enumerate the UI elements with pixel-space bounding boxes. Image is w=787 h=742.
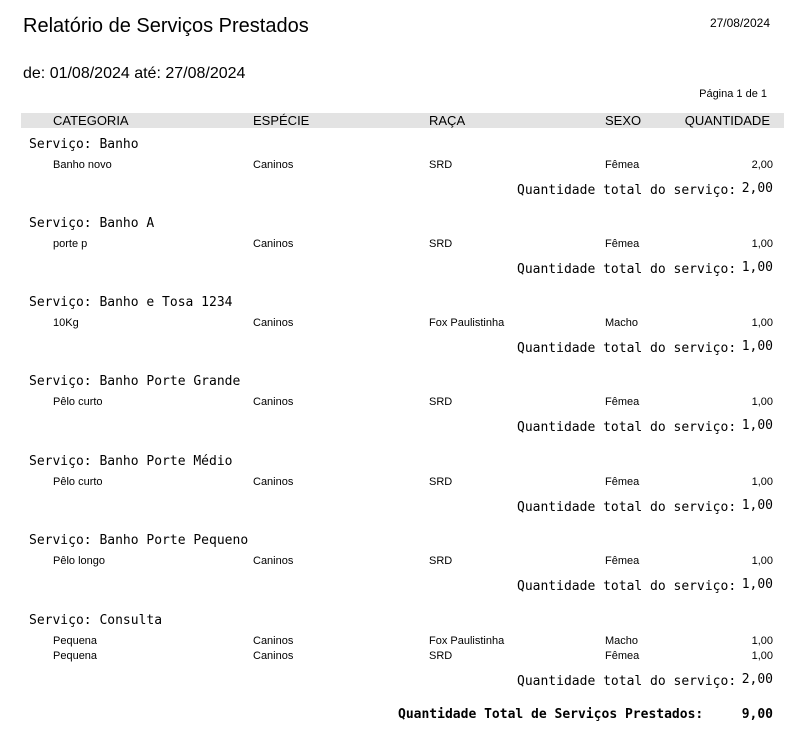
row-breed: SRD (429, 396, 453, 408)
row-sex: Fêmea (605, 650, 640, 662)
group-total-label: Quantidade total do serviço: (517, 579, 737, 594)
group-total-value: 1,00 (741, 339, 773, 354)
group-title: Serviço: Banho A (29, 216, 155, 231)
group-title: Serviço: Consulta (29, 613, 163, 628)
row-sex: Fêmea (605, 238, 640, 250)
column-header-species: ESPÉCIE (253, 113, 310, 128)
row-species: Caninos (253, 317, 294, 329)
group-total-value: 2,00 (741, 672, 773, 687)
group-title: Serviço: Banho e Tosa 1234 (29, 295, 233, 310)
column-header-bar (21, 113, 784, 128)
row-quantity: 1,00 (751, 650, 773, 662)
row-sex: Fêmea (605, 396, 640, 408)
row-breed: SRD (429, 476, 453, 488)
column-header-breed: RAÇA (429, 113, 466, 128)
row-category: Pêlo curto (53, 476, 103, 488)
group-total-label: Quantidade total do serviço: (517, 341, 737, 356)
row-category: Pequena (53, 650, 98, 662)
row-category: Banho novo (53, 159, 112, 171)
row-sex: Macho (605, 317, 639, 329)
group-total-value: 1,00 (741, 260, 773, 275)
row-quantity: 1,00 (751, 396, 773, 408)
row-species: Caninos (253, 555, 294, 567)
row-quantity: 2,00 (751, 159, 773, 171)
group-total-value: 1,00 (741, 498, 773, 513)
row-category: 10Kg (53, 317, 79, 329)
row-species: Caninos (253, 476, 294, 488)
group-total-value: 1,00 (741, 577, 773, 592)
group-total-value: 1,00 (741, 418, 773, 433)
date-range: de: 01/08/2024 até: 27/08/2024 (23, 65, 246, 82)
row-breed: SRD (429, 555, 453, 567)
row-sex: Fêmea (605, 159, 640, 171)
grand-total-label: Quantidade Total de Serviços Prestados: (398, 707, 704, 722)
row-species: Caninos (253, 650, 294, 662)
row-breed: Fox Paulistinha (429, 317, 505, 329)
row-quantity: 1,00 (751, 317, 773, 329)
row-category: Pêlo longo (53, 555, 105, 567)
row-breed: SRD (429, 650, 453, 662)
print-date: 27/08/2024 (709, 16, 770, 30)
group-title: Serviço: Banho (29, 137, 139, 152)
group-total-label: Quantidade total do serviço: (517, 500, 737, 515)
grand-total-value: 9,00 (741, 707, 773, 722)
group-total-value: 2,00 (741, 181, 773, 196)
row-breed: Fox Paulistinha (429, 635, 505, 647)
row-category: Pequena (53, 635, 98, 647)
group-total-label: Quantidade total do serviço: (517, 674, 737, 689)
row-quantity: 1,00 (751, 635, 773, 647)
column-header-quantity: QUANTIDADE (684, 113, 770, 128)
row-species: Caninos (253, 635, 294, 647)
group-title: Serviço: Banho Porte Médio (29, 454, 233, 469)
group-title: Serviço: Banho Porte Pequeno (29, 533, 249, 548)
row-category: porte p (53, 238, 88, 250)
page-indicator: Página 1 de 1 (699, 88, 767, 100)
row-species: Caninos (253, 396, 294, 408)
row-breed: SRD (429, 238, 453, 250)
group-total-label: Quantidade total do serviço: (517, 420, 737, 435)
row-species: Caninos (253, 159, 294, 171)
row-category: Pêlo curto (53, 396, 103, 408)
row-breed: SRD (429, 159, 453, 171)
column-header-sex: SEXO (605, 113, 642, 128)
row-sex: Fêmea (605, 555, 640, 567)
group-total-label: Quantidade total do serviço: (517, 262, 737, 277)
report-title: Relatório de Serviços Prestados (23, 15, 309, 37)
row-sex: Macho (605, 635, 639, 647)
row-species: Caninos (253, 238, 294, 250)
column-header-category: CATEGORIA (53, 113, 129, 128)
row-quantity: 1,00 (751, 238, 773, 250)
group-title: Serviço: Banho Porte Grande (29, 374, 241, 389)
row-quantity: 1,00 (751, 555, 773, 567)
row-quantity: 1,00 (751, 476, 773, 488)
group-total-label: Quantidade total do serviço: (517, 183, 737, 198)
row-sex: Fêmea (605, 476, 640, 488)
